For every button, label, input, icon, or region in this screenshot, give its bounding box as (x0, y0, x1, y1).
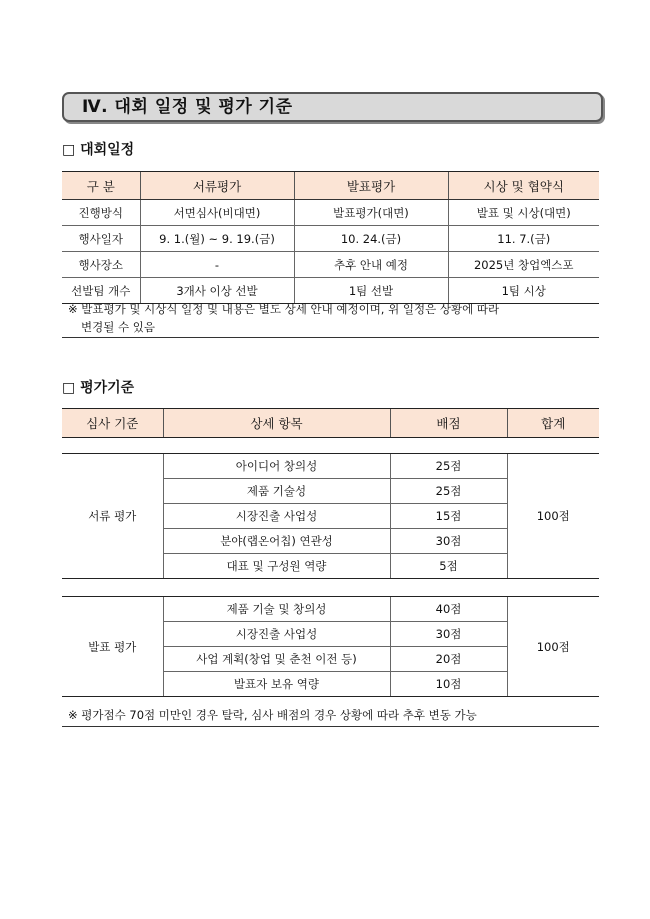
divider (62, 337, 599, 338)
schedule-note-line1: ※ 발표평가 및 시상식 일정 및 내용은 별도 상세 안내 예정이며, 위 일정은 상황에 따라 (68, 302, 500, 316)
document-eval-total: 100점 (507, 454, 599, 579)
table-cell: 9. 1.(월) ~ 9. 19.(금) (140, 226, 294, 252)
table-cell: 3개사 이상 선발 (140, 278, 294, 304)
criteria-header-row (62, 409, 599, 438)
criteria-item: 제품 기술 및 창의성 (163, 597, 390, 622)
table-row (62, 226, 599, 252)
schedule-col-presentation: 발표평가 (294, 172, 448, 200)
row-label: 선발팀 개수 (62, 278, 140, 304)
criteria-score: 25점 (390, 479, 507, 504)
criteria-item: 시장진출 사업성 (163, 622, 390, 647)
document-eval-name: 서류 평가 (62, 454, 163, 579)
row-label: 행사일자 (62, 226, 140, 252)
criteria-col-category: 심사 기준 (62, 409, 163, 438)
table-cell: 발표 및 시상(대면) (448, 200, 599, 226)
divider (62, 726, 599, 727)
table-cell: 2025년 창업엑스포 (448, 252, 599, 278)
criteria-note: ※ 평가점수 70점 미만인 경우 탈락, 심사 배점의 경우 상황에 따라 추후 변동 가능 (68, 708, 477, 722)
schedule-heading: □ 대회일정 (62, 142, 135, 158)
row-label: 진행방식 (62, 200, 140, 226)
document-eval-table (62, 453, 599, 579)
schedule-header-row (62, 172, 599, 200)
criteria-col-item: 상세 항목 (163, 409, 390, 438)
row-label: 행사장소 (62, 252, 140, 278)
criteria-score: 10점 (390, 672, 507, 697)
table-row (62, 252, 599, 278)
schedule-col-document: 서류평가 (140, 172, 294, 200)
criteria-item: 사업 계획(창업 및 춘천 이전 등) (163, 647, 390, 672)
criteria-score: 25점 (390, 454, 507, 479)
schedule-note-line2: 변경될 수 있음 (81, 320, 155, 334)
criteria-item: 대표 및 구성원 역량 (163, 554, 390, 579)
table-cell: 서면심사(비대면) (140, 200, 294, 226)
table-row (62, 454, 599, 479)
table-cell: 발표평가(대면) (294, 200, 448, 226)
table-cell: 1팀 시상 (448, 278, 599, 304)
criteria-item: 아이디어 창의성 (163, 454, 390, 479)
table-cell: 1팀 선발 (294, 278, 448, 304)
criteria-item: 분야(랩온어칩) 연관성 (163, 529, 390, 554)
table-row (62, 200, 599, 226)
criteria-score: 15점 (390, 504, 507, 529)
criteria-score: 40점 (390, 597, 507, 622)
schedule-col-category: 구 분 (62, 172, 140, 200)
table-cell: - (140, 252, 294, 278)
presentation-eval-total: 100점 (507, 597, 599, 697)
criteria-item: 제품 기술성 (163, 479, 390, 504)
criteria-col-score: 배점 (390, 409, 507, 438)
criteria-col-total: 합계 (507, 409, 599, 438)
criteria-score: 30점 (390, 622, 507, 647)
criteria-header-table (62, 408, 599, 438)
criteria-item: 시장진출 사업성 (163, 504, 390, 529)
schedule-col-award: 시상 및 협약식 (448, 172, 599, 200)
table-cell: 10. 24.(금) (294, 226, 448, 252)
table-cell: 11. 7.(금) (448, 226, 599, 252)
criteria-score: 30점 (390, 529, 507, 554)
criteria-score: 20점 (390, 647, 507, 672)
table-cell: 추후 안내 예정 (294, 252, 448, 278)
presentation-eval-name: 발표 평가 (62, 597, 163, 697)
criteria-item: 발표자 보유 역량 (163, 672, 390, 697)
criteria-score: 5점 (390, 554, 507, 579)
schedule-table (62, 171, 599, 304)
section-title: Ⅳ. 대회 일정 및 평가 기준 (62, 92, 603, 122)
criteria-heading: □ 평가기준 (62, 380, 135, 396)
presentation-eval-table (62, 596, 599, 697)
table-row (62, 597, 599, 622)
